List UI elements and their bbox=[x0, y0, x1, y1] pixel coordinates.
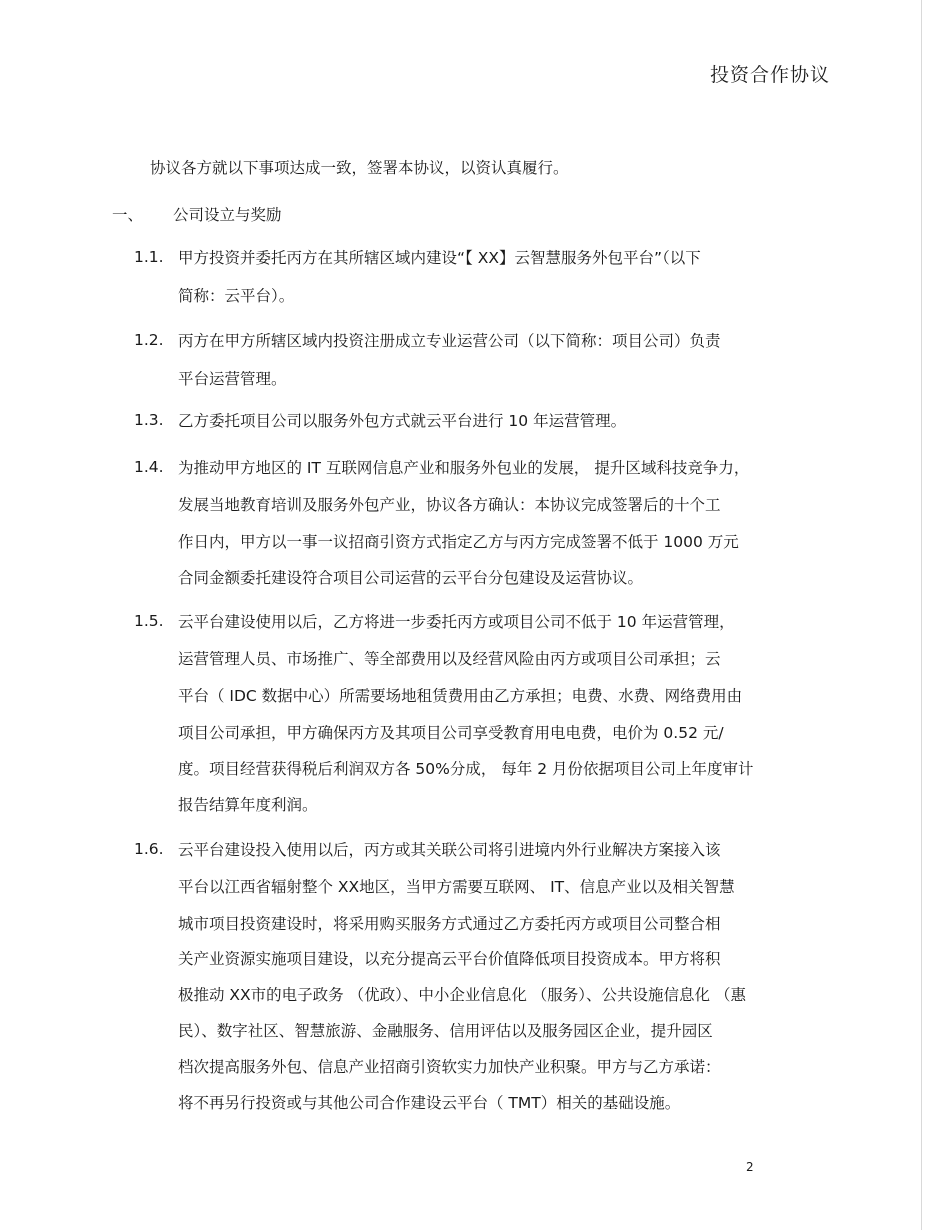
section-heading bbox=[112, 203, 281, 225]
clause-line: 民）、数字社区、智慧旅游、金融服务、信用评估以及服务园区企业，提升园区 bbox=[178, 1022, 713, 1040]
clause-line: 作日内，甲方以一事一议招商引资方式指定乙方与丙方完成签署不低于 1000 万元 bbox=[178, 533, 739, 551]
intro-paragraph: 协议各方就以下事项达成一致，签署本协议，以资认真履行。 bbox=[150, 159, 569, 177]
clause-line: 平台以江西省辐射整个 XX地区，当甲方需要互联网、 IT、信息产业以及相关智慧 bbox=[178, 878, 735, 896]
clause-line: 平台运营管理。 bbox=[178, 370, 287, 388]
clause-line: 关产业资源实施项目建设，以充分提高云平台价值降低项目投资成本。甲方将积 bbox=[178, 950, 721, 968]
clause-line: 度。项目经营获得税后利润双方各 50%分成， 每年 2 月份依据项目公司上年度审计 bbox=[178, 760, 754, 778]
clause-line: 将不再另行投资或与其他公司合作建设云平台（ TMT）相关的基础设施。 bbox=[178, 1094, 681, 1112]
clause-number: 1.4. bbox=[134, 458, 164, 476]
clause-line: 发展当地教育培训及服务外包产业，协议各方确认：本协议完成签署后的十个工 bbox=[178, 496, 721, 514]
page-edge bbox=[921, 0, 922, 1230]
clause-line: 报告结算年度利润。 bbox=[178, 796, 318, 814]
clause-line: 平台（ IDC 数据中心）所需要场地租赁费用由乙方承担；电费、水费、网络费用由 bbox=[178, 687, 743, 705]
document-header-title: 投资合作协议 bbox=[709, 64, 830, 86]
clause-line: 乙方委托项目公司以服务外包方式就云平台进行 10 年运营管理。 bbox=[178, 412, 627, 430]
clause-number: 1.6. bbox=[134, 840, 164, 858]
clause-line: 极推动 XX市的电子政务 （优政）、中小企业信息化 （服务）、公共设施信息化 （惠 bbox=[178, 986, 746, 1004]
section-number: 一、 bbox=[112, 206, 144, 224]
clause-number: 1.2. bbox=[134, 331, 164, 349]
page-number: 2 bbox=[746, 1160, 754, 1174]
clause-line: 项目公司承担，甲方确保丙方及其项目公司享受教育用电电费，电价为 0.52 元/ bbox=[178, 724, 724, 742]
clause-line: 为推动甲方地区的 IT 互联网信息产业和服务外包业的发展， 提升区域科技竞争力， bbox=[178, 459, 750, 477]
clause-line: 云平台建设投入使用以后，丙方或其关联公司将引进境内外行业解决方案接入该 bbox=[178, 841, 721, 859]
clause-number: 1.5. bbox=[134, 612, 164, 630]
clause-number: 1.1. bbox=[134, 248, 164, 266]
section-title: 公司设立与奖励 bbox=[172, 206, 282, 224]
clause-line: 甲方投资并委托丙方在其所辖区域内建设“【 XX】云智慧服务外包平台”（以下 bbox=[178, 249, 701, 267]
clause-line: 丙方在甲方所辖区域内投资注册成立专业运营公司（以下简称：项目公司）负责 bbox=[178, 332, 721, 350]
clause-line: 城市项目投资建设时，将采用购买服务方式通过乙方委托丙方或项目公司整合相 bbox=[178, 915, 721, 933]
clause-line: 简称：云平台）。 bbox=[178, 287, 295, 305]
clause-number: 1.3. bbox=[134, 411, 164, 429]
clause-line: 档次提高服务外包、信息产业招商引资软实力加快产业积聚。甲方与乙方承诺： bbox=[178, 1058, 721, 1076]
clause-line: 云平台建设使用以后，乙方将进一步委托丙方或项目公司不低于 10 年运营管理， bbox=[178, 613, 735, 631]
clause-line: 合同金额委托建设符合项目公司运营的云平台分包建设及运营协议。 bbox=[178, 569, 644, 587]
clause-line: 运营管理人员、市场推广、等全部费用以及经营风险由丙方或项目公司承担；云 bbox=[178, 650, 721, 668]
